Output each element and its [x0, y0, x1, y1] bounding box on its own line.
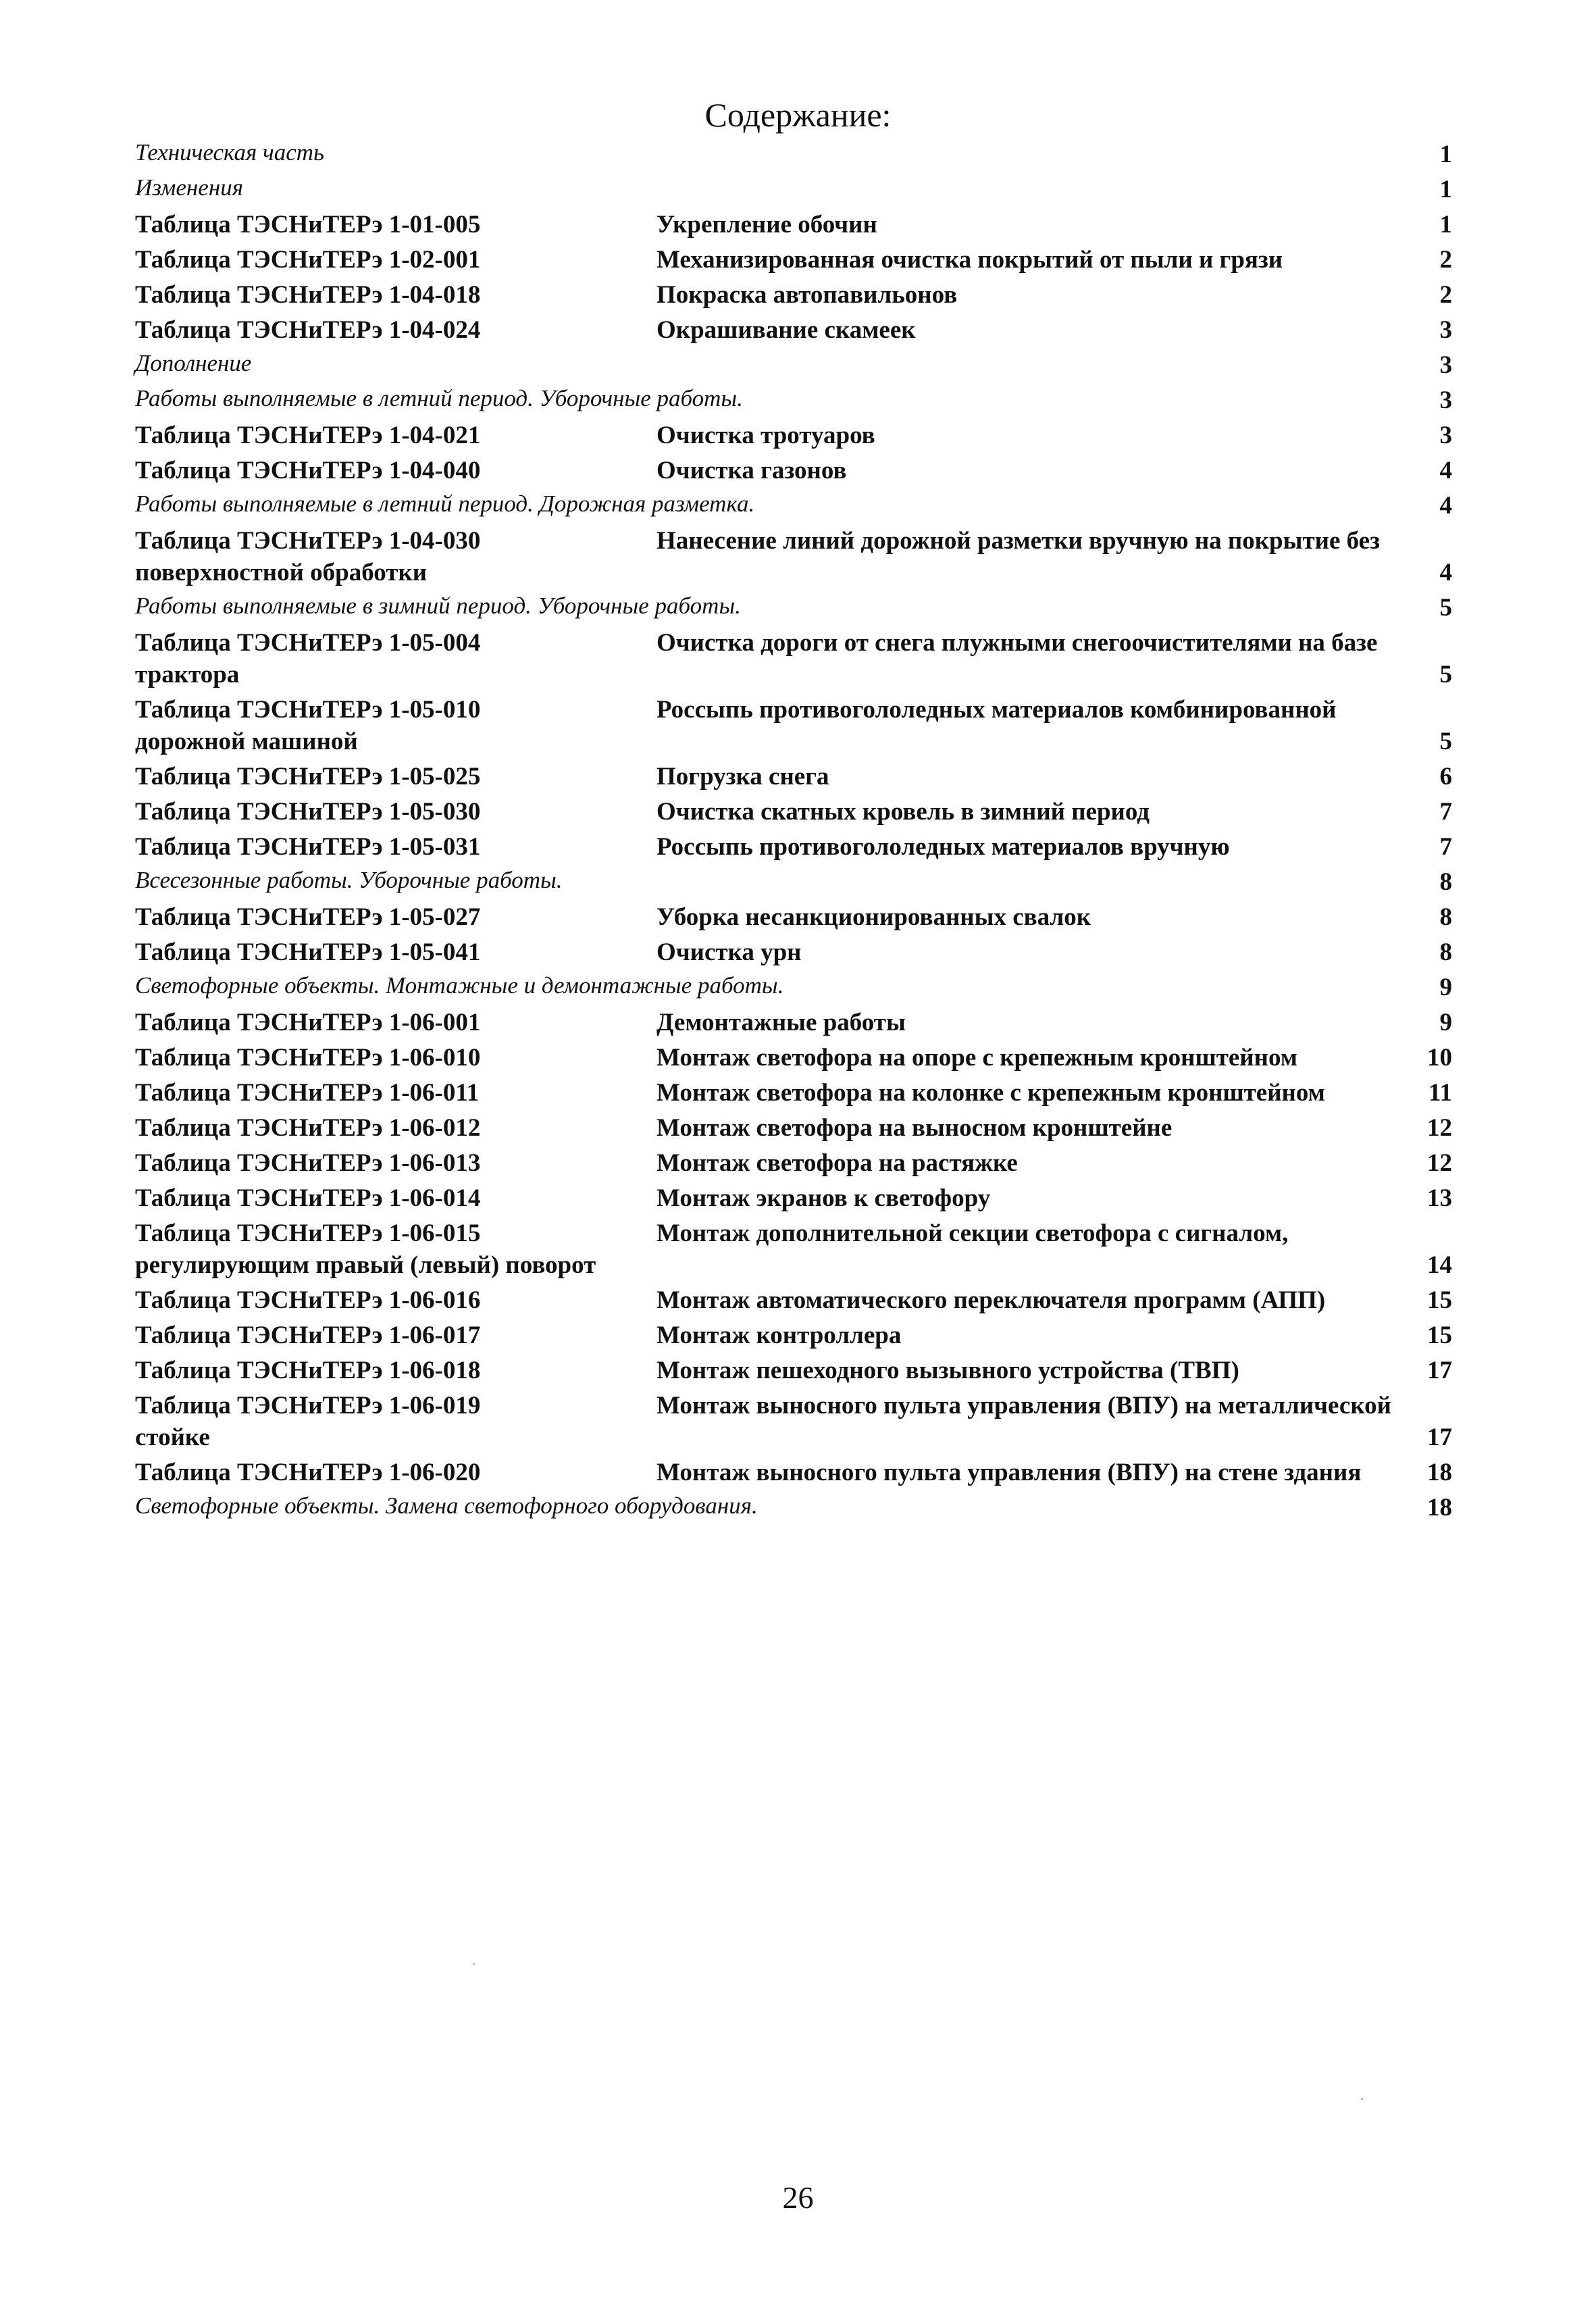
table-code: Таблица ТЭСНиТЕРэ 1-05-031: [135, 833, 481, 861]
section-label: Светофорные объекты. Монтажные и демонтажные работы.: [135, 972, 784, 999]
table-title: Механизированная очистка покрытий от пыли и грязи: [657, 246, 1283, 274]
toc-table-entry: [135, 279, 1452, 311]
table-title: Уборка несанкционированных свалок: [657, 903, 1091, 931]
table-title: Очистка газонов: [657, 457, 847, 484]
toc-section-entry: [135, 381, 1452, 416]
table-code: Таблица ТЭСНиТЕРэ 1-06-020: [135, 1459, 481, 1486]
toc-section-entry: [135, 346, 1452, 381]
table-title: Монтаж выносного пульта управления (ВПУ) на металлической стойке: [135, 1392, 1391, 1451]
table-title: Монтаж светофора на опоре с крепежным кронштейном: [657, 1044, 1297, 1072]
table-code: Таблица ТЭСНиТЕРэ 1-06-016: [135, 1286, 481, 1314]
toc-table-entry: [135, 1457, 1452, 1488]
table-code: Таблица ТЭСНиТЕРэ 1-06-015: [135, 1219, 481, 1247]
table-title: Очистка тротуаров: [657, 422, 875, 449]
table-title: Очистка скатных кровель в зимний период: [657, 798, 1150, 826]
table-code: Таблица ТЭСНиТЕРэ 1-04-030: [135, 527, 481, 555]
toc-table-entry: [135, 1147, 1452, 1179]
table-code: Таблица ТЭСНиТЕРэ 1-06-019: [135, 1392, 481, 1419]
toc-table-entry: [135, 314, 1452, 346]
toc-page-number: 9: [1439, 1009, 1452, 1036]
table-code: Таблица ТЭСНиТЕРэ 1-06-001: [135, 1009, 481, 1036]
toc-table-entry: [135, 525, 1452, 588]
table-code: Таблица ТЭСНиТЕРэ 1-06-013: [135, 1149, 481, 1177]
toc-table-entry: [135, 1042, 1452, 1074]
toc-section-entry: [135, 170, 1452, 205]
table-title: Монтаж дополнительной секции светофора с сигналом, регулирующим правый (левый) поворот: [135, 1219, 1289, 1279]
toc-page-number: 1: [1439, 176, 1452, 203]
table-code: Таблица ТЭСНиТЕРэ 1-04-024: [135, 316, 481, 344]
toc-table-entry: [135, 761, 1452, 793]
section-label: Изменения: [135, 174, 243, 201]
table-code: Таблица ТЭСНиТЕРэ 1-06-012: [135, 1114, 481, 1142]
table-title: Погрузка снега: [657, 763, 829, 790]
toc-page-number: 5: [1439, 661, 1452, 688]
toc-page-number: 2: [1439, 281, 1452, 309]
page-number: 26: [782, 2180, 814, 2215]
toc-section-entry: [135, 863, 1452, 898]
toc-page-number: 4: [1439, 492, 1452, 520]
toc-table-entry: [135, 796, 1452, 828]
toc-section-entry: [135, 968, 1452, 1003]
table-code: Таблица ТЭСНиТЕРэ 1-06-010: [135, 1044, 481, 1072]
scan-speck: [1361, 2098, 1363, 2100]
table-code: Таблица ТЭСНиТЕРэ 1-02-001: [135, 246, 481, 274]
table-title: Укрепление обочин: [657, 211, 877, 238]
table-title: Монтаж контроллера: [657, 1322, 902, 1349]
toc-page-number: 12: [1427, 1114, 1452, 1142]
toc-page-number: 4: [1439, 457, 1452, 484]
table-code: Таблица ТЭСНиТЕРэ 1-04-040: [135, 457, 481, 484]
toc-section-entry: [135, 1488, 1452, 1524]
toc-page-number: 11: [1428, 1079, 1452, 1107]
toc-table-entry: [135, 1077, 1452, 1109]
table-title: Очистка урн: [657, 938, 802, 966]
toc-page-number: 3: [1439, 351, 1452, 379]
toc-table-entry: [135, 420, 1452, 451]
table-title: Демонтажные работы: [657, 1009, 906, 1036]
section-label: Светофорные объекты. Замена светофорного оборудования.: [135, 1492, 758, 1519]
toc-table-entry: [135, 1355, 1452, 1386]
toc-page-number: 12: [1427, 1149, 1452, 1177]
table-code: Таблица ТЭСНиТЕРэ 1-05-004: [135, 629, 481, 657]
toc-page-number: 2: [1439, 246, 1452, 274]
toc-page-number: 5: [1439, 728, 1452, 755]
toc-page-number: 3: [1439, 422, 1452, 449]
table-title: Монтаж светофора на растяжке: [657, 1149, 1018, 1177]
toc-table-entry: [135, 694, 1452, 757]
section-label: Дополнение: [135, 350, 252, 376]
toc-page-number: 8: [1439, 868, 1452, 896]
table-title: Монтаж светофора на выносном кронштейне: [657, 1114, 1173, 1142]
table-code: Таблица ТЭСНиТЕРэ 1-04-018: [135, 281, 481, 309]
toc-table-entry: [135, 627, 1452, 690]
table-code: Таблица ТЭСНиТЕРэ 1-01-005: [135, 211, 481, 238]
table-code: Таблица ТЭСНиТЕРэ 1-05-030: [135, 798, 481, 826]
toc-page-number: 15: [1427, 1322, 1452, 1349]
table-title: Монтаж светофора на колонке с крепежным кронштейном: [657, 1079, 1325, 1107]
section-label: Техническая часть: [135, 139, 324, 166]
toc-page-number: 17: [1427, 1424, 1452, 1451]
toc-table-entry: [135, 831, 1452, 863]
toc-page-number: 3: [1439, 316, 1452, 344]
toc-page-number: 5: [1439, 594, 1452, 622]
table-title: Монтаж пешеходного вызывного устройства (ТВП): [657, 1357, 1239, 1384]
toc-page-number: 7: [1439, 798, 1452, 826]
toc-page-number: 18: [1427, 1459, 1452, 1486]
table-title: Россыпь противогололедных материалов комбинированной дорожной машиной: [135, 696, 1337, 755]
toc-table-entry: [135, 901, 1452, 933]
toc-page-number: 1: [1439, 211, 1452, 238]
toc-table-entry: [135, 1319, 1452, 1351]
table-code: Таблица ТЭСНиТЕРэ 1-05-010: [135, 696, 481, 724]
toc-page-number: 9: [1439, 974, 1452, 1001]
table-title: Монтаж экранов к светофору: [657, 1184, 991, 1212]
toc-table-entry: [135, 209, 1452, 241]
toc-section-entry: [135, 588, 1452, 624]
toc-section-entry: [135, 486, 1452, 522]
table-code: Таблица ТЭСНиТЕРэ 1-05-027: [135, 903, 481, 931]
table-code: Таблица ТЭСНиТЕРэ 1-04-021: [135, 422, 481, 449]
table-title: Монтаж автоматического переключателя программ (АПП): [657, 1286, 1326, 1314]
table-title: Нанесение линий дорожной разметки вручную на покрытие без поверхностной обработки: [135, 527, 1380, 586]
table-of-contents: [135, 135, 1452, 1524]
toc-section-entry: [135, 135, 1452, 170]
table-code: Таблица ТЭСНиТЕРэ 1-06-011: [135, 1079, 480, 1107]
toc-table-entry: [135, 936, 1452, 968]
table-code: Таблица ТЭСНиТЕРэ 1-06-017: [135, 1322, 481, 1349]
section-label: Работы выполняемые в летний период. Дорожная разметка.: [135, 491, 755, 517]
section-label: Работы выполняемые в летний период. Уборочные работы.: [135, 385, 743, 411]
toc-page-number: 17: [1427, 1357, 1452, 1384]
toc-page-number: 13: [1427, 1184, 1452, 1212]
toc-page-number: 7: [1439, 833, 1452, 861]
toc-page-number: 10: [1427, 1044, 1452, 1072]
toc-table-entry: [135, 1217, 1452, 1281]
toc-page-number: 4: [1439, 559, 1452, 586]
table-title: Монтаж выносного пульта управления (ВПУ) на стене здания: [657, 1459, 1362, 1486]
section-label: Работы выполняемые в зимний период. Уборочные работы.: [135, 593, 741, 619]
page-title: Содержание:: [704, 96, 892, 134]
toc-page-number: 18: [1427, 1494, 1452, 1521]
toc-page-number: 8: [1439, 903, 1452, 931]
table-title: Покраска автопавильонов: [657, 281, 958, 309]
toc-page-number: 1: [1439, 141, 1452, 168]
toc-table-entry: [135, 244, 1452, 276]
section-label: Всесезонные работы. Уборочные работы.: [135, 867, 563, 893]
toc-page-number: 15: [1427, 1286, 1452, 1314]
scan-speck: [473, 1963, 475, 1965]
table-title: Окрашивание скамеек: [657, 316, 916, 344]
toc-table-entry: [135, 1284, 1452, 1316]
toc-table-entry: [135, 1007, 1452, 1038]
table-code: Таблица ТЭСНиТЕРэ 1-05-025: [135, 763, 481, 790]
toc-table-entry: [135, 1182, 1452, 1214]
toc-table-entry: [135, 455, 1452, 486]
table-title: Очистка дороги от снега плужными снегоочистителями на базе трактора: [135, 629, 1378, 688]
toc-page-number: 8: [1439, 938, 1452, 966]
toc-page-number: 6: [1439, 763, 1452, 790]
toc-page-number: 14: [1427, 1251, 1452, 1279]
table-code: Таблица ТЭСНиТЕРэ 1-05-041: [135, 938, 481, 966]
table-code: Таблица ТЭСНиТЕРэ 1-06-014: [135, 1184, 481, 1212]
toc-page-number: 3: [1439, 386, 1452, 414]
toc-table-entry: [135, 1390, 1452, 1453]
table-title: Россыпь противогололедных материалов вручную: [657, 833, 1230, 861]
toc-table-entry: [135, 1112, 1452, 1144]
table-code: Таблица ТЭСНиТЕРэ 1-06-018: [135, 1357, 481, 1384]
